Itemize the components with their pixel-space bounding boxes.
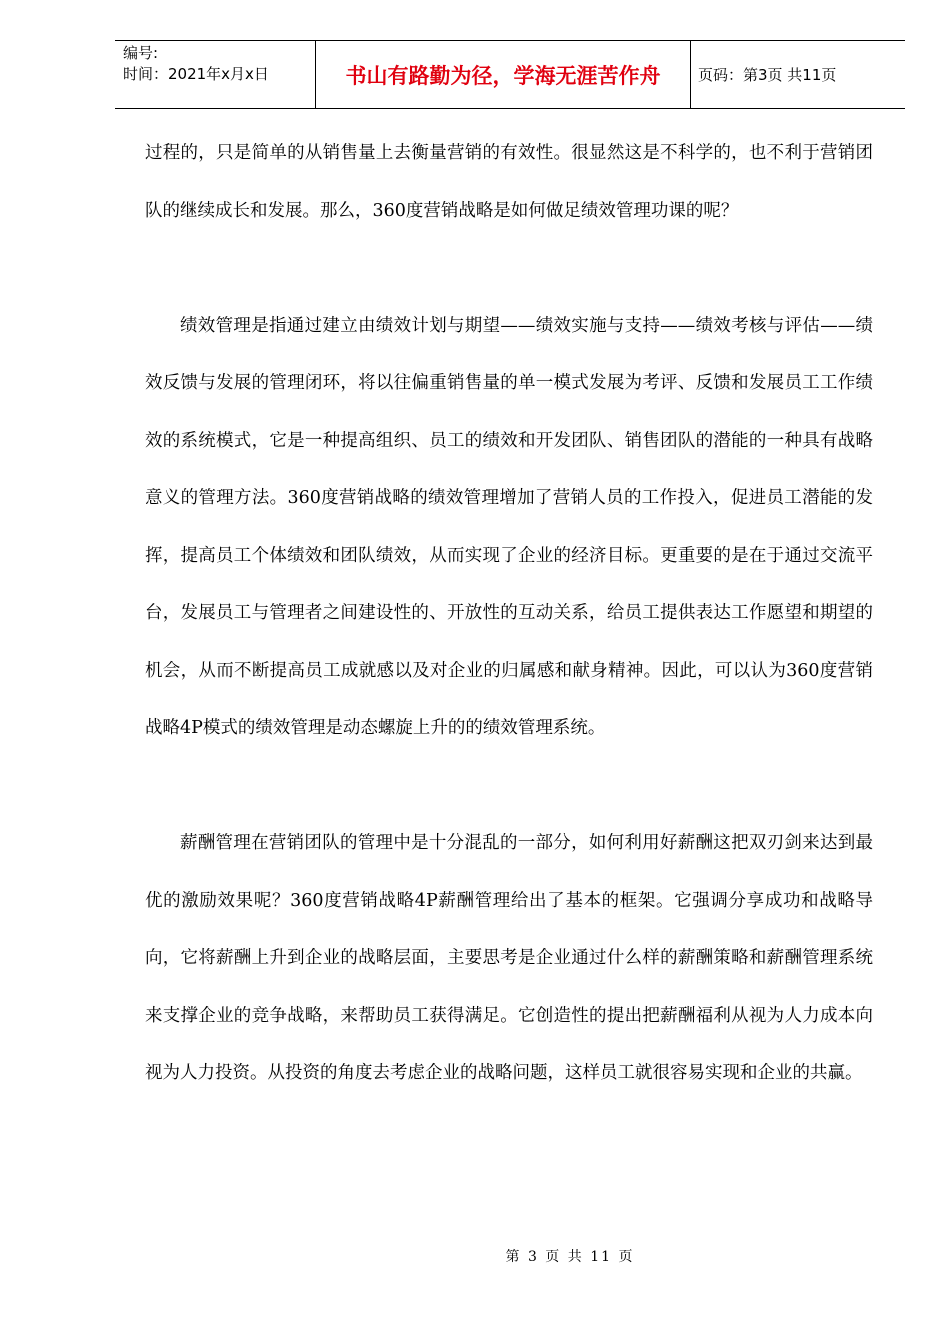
paragraph-gap bbox=[145, 758, 873, 816]
serial-label: 编号: bbox=[123, 44, 159, 62]
header-meta bbox=[115, 41, 315, 108]
paragraph-2: 绩效管理是指通过建立由绩效计划与期望——绩效实施与支持——绩效考核与评估——绩效反馈与发展的管理闭环，将以往偏重销售量的单一模式发展为考评、反馈和发展员工工作绩效的系统模式，它是一种提高组织、员工的绩效和开发团队、销售团队的潜能的一种具有战略意义的管理方法。360度营销战略的绩效管理增加了营销人员的工作投入，促进员工潜能的发挥，提高员工个体绩效和团队绩效，从而实现了企业的经济目标。更重要的是在于通过交流平台，发展员工与管理者之间建设性的、开放性的互动关系，给员工提供表达工作愿望和期望的机会，从而不断提高员工成就感以及对企业的归属感和献身精神。因此，可以认为360度营销战略4P模式的绩效管理是动态螺旋上升的的绩效管理系统。 bbox=[145, 315, 873, 738]
page-footer: 第 3 页 共 11 页 bbox=[505, 1249, 635, 1265]
document-body bbox=[145, 125, 873, 1103]
header-page-label: 页码：第3页 共11页 bbox=[698, 66, 837, 84]
header-page-info bbox=[690, 41, 905, 108]
paragraph-1: 过程的，只是简单的从销售量上去衡量营销的有效性。很显然这是不科学的，也不利于营销团队的继续成长和发展。那么，360度营销战略是如何做足绩效管理功课的呢？ bbox=[145, 143, 873, 221]
header-motto: 书山有路勤为径，学海无涯苦作舟 bbox=[315, 41, 691, 108]
paragraph-gap bbox=[145, 240, 873, 298]
page-header bbox=[115, 40, 905, 109]
paragraph-3: 薪酬管理在营销团队的管理中是十分混乱的一部分，如何利用好薪酬这把双刃剑来达到最优的激励效果呢？360度营销战略4P薪酬管理给出了基本的框架。它强调分享成功和战略导向，它将薪酬上升到企业的战略层面，主要思考是企业通过什么样的薪酬策略和薪酬管理系统来支撑企业的竞争战略，来帮助员工获得满足。它创造性的提出把薪酬福利从视为人力成本向视为人力投资。从投资的角度去考虑企业的战略问题，这样员工就很容易实现和企业的共赢。 bbox=[145, 833, 873, 1083]
time-label: 时间：2021年x月x日 bbox=[123, 65, 269, 83]
